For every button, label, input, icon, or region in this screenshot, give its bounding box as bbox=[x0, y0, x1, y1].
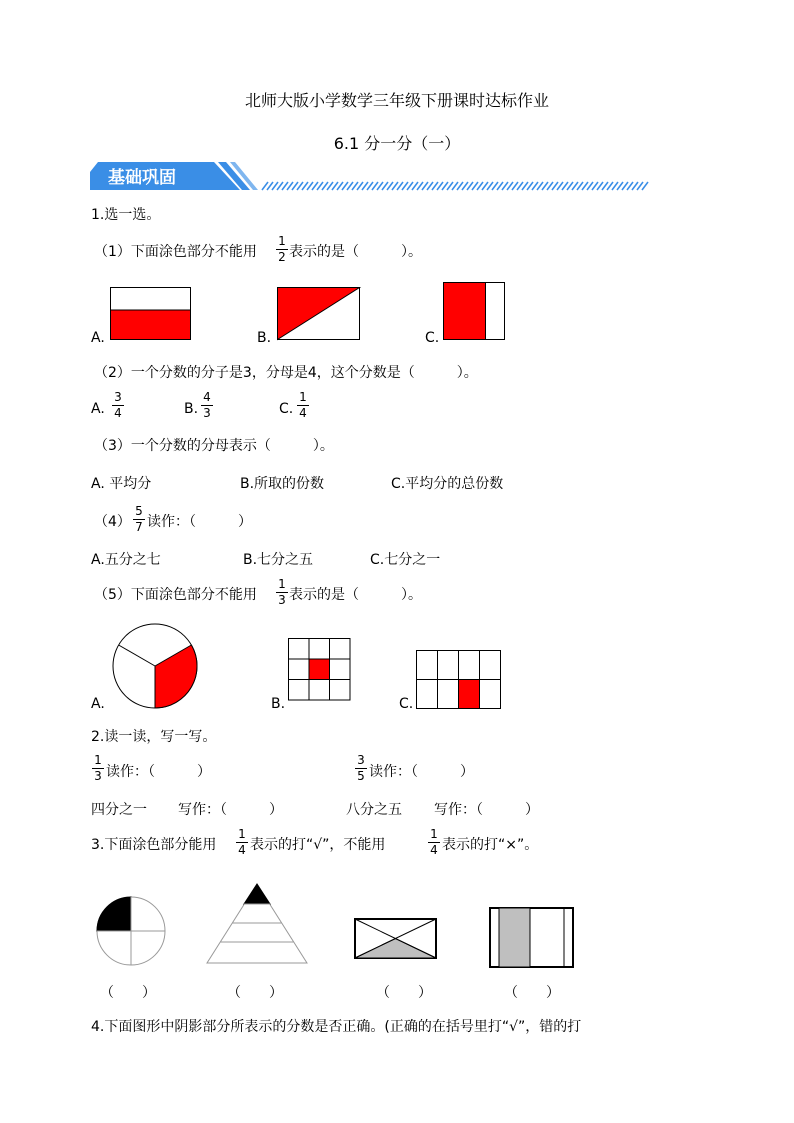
q1-3-prompt: （3）一个分数的分母表示（ ）。 bbox=[94, 438, 334, 454]
q1-2-option-a-label[interactable]: A. bbox=[91, 401, 105, 417]
q1-4-option-c[interactable]: C.七分之一 bbox=[370, 552, 441, 568]
q1-heading: 1.选一选。 bbox=[91, 207, 161, 223]
q1-4-prompt: （4） bbox=[94, 514, 131, 530]
q3-prompt: 3.下面涂色部分能用 bbox=[91, 837, 217, 853]
q1-1-option-a[interactable]: A. bbox=[91, 330, 105, 346]
q3-answer-1[interactable]: （ ） bbox=[100, 985, 156, 1001]
q1-2-option-c-label[interactable]: C. bbox=[279, 401, 294, 417]
q3-answer-2[interactable]: （ ） bbox=[227, 985, 283, 1001]
q1-4-option-b[interactable]: B.七分之五 bbox=[243, 552, 314, 568]
q3-prompt-mid: 表示的打“√”，不能用 bbox=[250, 837, 386, 853]
q1-2-option-b-fraction: 4 3 bbox=[201, 391, 213, 419]
q1-3-option-a[interactable]: A. 平均分 bbox=[91, 476, 152, 492]
lesson-subtitle: 6.1 分一分（一） bbox=[333, 134, 461, 153]
q1-1-prompt-end: 表示的是（ ）。 bbox=[289, 244, 422, 260]
q1-2-option-c-fraction: 1 4 bbox=[297, 391, 309, 419]
q1-2-option-b-label[interactable]: B. bbox=[184, 401, 199, 417]
q1-1-figure-a bbox=[110, 287, 192, 341]
q2-item3-word: 四分之一 bbox=[91, 802, 147, 818]
q1-1-figure-b bbox=[277, 287, 361, 341]
q1-4-prompt-end: 读作：（ ） bbox=[147, 514, 252, 530]
q1-5-fraction: 1 3 bbox=[276, 578, 288, 606]
q1-1-figure-c bbox=[443, 282, 506, 341]
q1-5-prompt-end: 表示的是（ ）。 bbox=[289, 587, 422, 603]
q3-figure-rectangle-diagonals bbox=[354, 918, 438, 960]
q4-prompt: 4.下面图形中阴影部分所表示的分数是否正确。(正确的在括号里打“√”，错的打 bbox=[91, 1019, 582, 1035]
q1-4-fraction: 5 7 bbox=[133, 505, 145, 533]
q3-fraction-2: 1 4 bbox=[428, 828, 440, 856]
q1-5-option-c[interactable]: C. bbox=[399, 696, 414, 712]
q1-5-prompt: （5）下面涂色部分不能用 bbox=[94, 587, 257, 603]
section-banner-label: 基础巩固 bbox=[108, 168, 176, 188]
document-title: 北师大版小学数学三年级下册课时达标作业 bbox=[244, 91, 549, 110]
q3-figure-triangle bbox=[206, 882, 310, 966]
q2-item1-fraction: 1 3 bbox=[92, 754, 104, 782]
q1-2-prompt: （2）一个分数的分子是3，分母是4，这个分数是（ ）。 bbox=[94, 365, 478, 381]
q1-5-option-a[interactable]: A. bbox=[91, 696, 105, 712]
q3-prompt-end: 表示的打“×”。 bbox=[442, 837, 539, 853]
q1-5-option-b[interactable]: B. bbox=[271, 696, 286, 712]
q1-5-figure-c-grid bbox=[416, 650, 501, 709]
q1-1-fraction: 1 2 bbox=[276, 235, 288, 263]
q1-2-option-a-fraction: 3 4 bbox=[112, 391, 124, 419]
q2-item1-text[interactable]: 读作：（ ） bbox=[106, 764, 211, 780]
q3-answer-4[interactable]: （ ） bbox=[504, 985, 560, 1001]
q1-4-option-a[interactable]: A.五分之七 bbox=[91, 552, 161, 568]
q1-5-figure-a-circle bbox=[112, 623, 202, 713]
q1-1-prompt: （1）下面涂色部分不能用 bbox=[94, 244, 257, 260]
q2-item2-text[interactable]: 读作：（ ） bbox=[369, 764, 474, 780]
q1-3-option-b[interactable]: B.所取的份数 bbox=[240, 476, 325, 492]
q3-figure-rectangle-strips bbox=[489, 907, 575, 969]
q1-5-figure-b-grid bbox=[288, 638, 351, 701]
q2-item2-fraction: 3 5 bbox=[355, 754, 367, 782]
q3-answer-3[interactable]: （ ） bbox=[376, 985, 432, 1001]
section-banner bbox=[90, 160, 650, 194]
q2-heading: 2.读一读，写一写。 bbox=[91, 729, 217, 745]
q1-1-option-b[interactable]: B. bbox=[257, 330, 272, 346]
q2-item3-text[interactable]: 写作：（ ） bbox=[178, 802, 283, 818]
q1-3-option-c[interactable]: C.平均分的总份数 bbox=[391, 476, 504, 492]
q3-figure-circle bbox=[96, 896, 168, 968]
q3-fraction-1: 1 4 bbox=[236, 828, 248, 856]
q2-item4-word: 八分之五 bbox=[346, 802, 402, 818]
q1-1-option-c[interactable]: C. bbox=[425, 330, 440, 346]
q2-item4-text[interactable]: 写作：（ ） bbox=[434, 802, 539, 818]
